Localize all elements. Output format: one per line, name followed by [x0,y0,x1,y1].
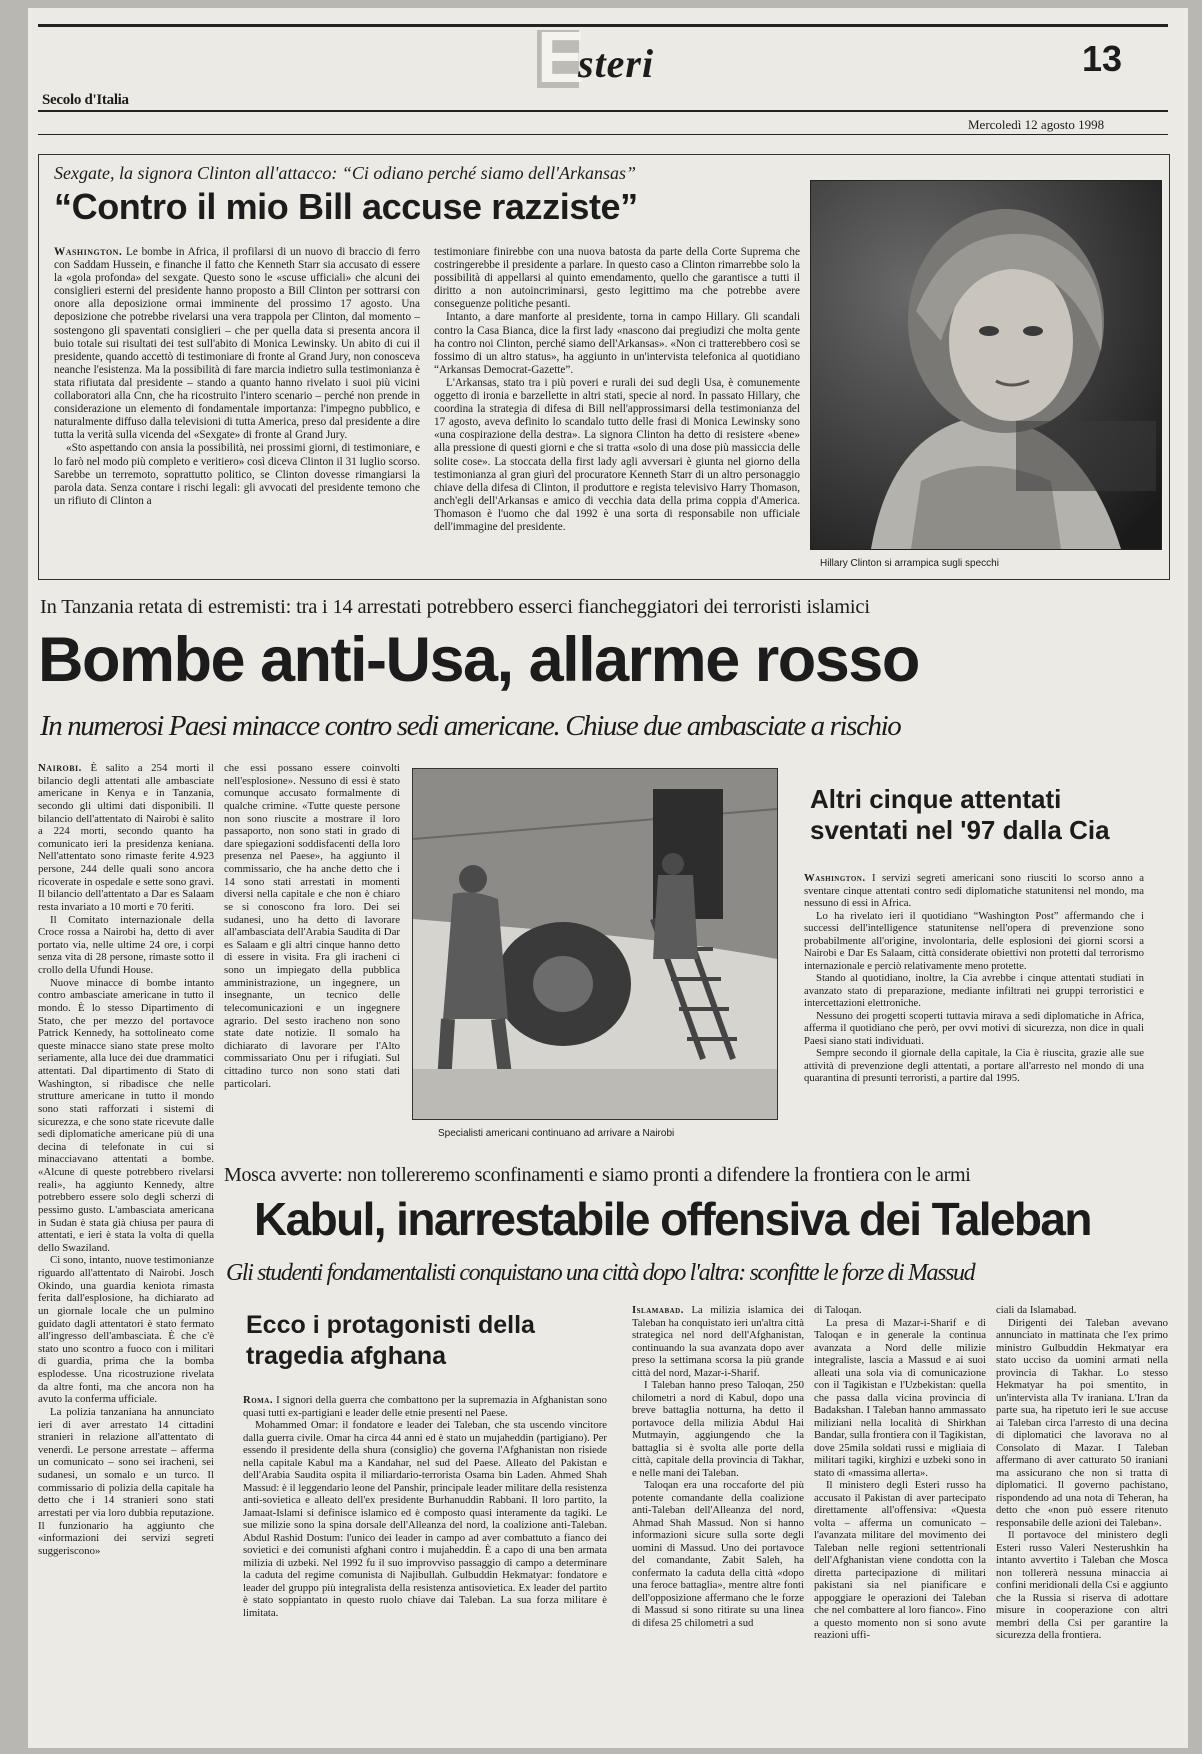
story4-col1: Islamabad. La milizia islamica dei Taleban ha conquistato ieri un'altra città strategica nel nord dell'Afghanistan, continuando la sua avanzata dopo aver preso la settimana scorsa la più grande città del nord, Mazar-i-Sharif. I Taleban hanno preso Taloqan, 250 chilometri a nord di Kabul, dopo una breve battaglia notturna, ha detto il portavoce della milizia Abdul Hai Mutmayin, aggiungendo che la battaglia si è svolta alle porte della città, capitale della provincia di Takhar, e nelle mani dei Taleban. Taloqan era una roccaforte del più potente comandante della coalizione anti-Taleban dell'Alleanza del nord, Ahmad Shah Massud. Non si hanno informazioni sicure sulla sorte degli uomini di Massud. Uno dei portavoce del comandante, Zabit Saleh, ha confermato la caduta della città «dopo una feroce battaglia», mentre altre fonti dell'opposizione affermano che le forze di Massud si sono ritirate su una linea di difesa 25 chilometri a sud [632,1304,804,1629]
nairobi-soldiers-photo-image [413,769,777,1119]
masthead-rule [38,110,1168,112]
nairobi-soldiers-photo [412,768,778,1120]
story5-body: Roma. I signori della guerra che combattono per la supremazia in Afghanistan sono quasi tutti ex-partigiani e leader delle etnie presenti nel Paese. Mohammed Omar: il fondatore e leader dei Taleban, che sta uscendo vincitore dalla guerra civile. Omar ha circa 44 anni ed è stato un mujaheddin (partigiano). Per essendo il presidente della shura (consiglio) che governa l'Afghanistan non risiede nella capitale Kabul ma a Kandahar, nel sud del Paese. Alleato del Pakistan e dell'Arabia Saudita ospita il miliardario-terrorista Osama bin Laden. Ahmed Shah Massud: è il leggendario leone del Panshir, principale leader militare della resistenza anti-sovietica e alleato dell'ex presidente Burhanuddin Rabbani. Il loro partito, la Jamaat-Islami si definisce islamico ed è composto quasi interamente da tagiki. Le sue milizie sono la spina dorsale dell'Alleanza del nord, la coalizione anti-Taleban. Abdul Rashid Dostum: l'unico dei leader in campo ad aver combattuto a fianco dei sovietici e dei comunisti afghani contro i mujaheddin. È a capo di una ben armata milizia di uzbeki. Nel 1992 fu il suo improvviso passaggio di campo a determinare la caduta del regime comunista di Najibullah. Gulbuddin Hekmatyar: fondatore e leader del gruppo più integralista della resistenza antisovietica. Ex leader del partito è stato soppiantato in questo ruolo chiave dai Taleban. La sua forza militare è limitata. [243,1394,607,1619]
story1-col1: Washington. Le bombe in Africa, il profilarsi di un nuovo di braccio di ferro con Saddam Hussein, e finanche il fatto che Kenneth Starr sia accusato di essere la «gola profonda» del sexgate. Questo sono le «scuse ufficiali» che alcuni dei consiglieri esterni del presidente hanno proposto a Bill Clinton per sottrarsi con onore alla deposizione ormai imminente del prossimo 17 agosto. Una deposizione che potrebbe rivelarsi una vera trappola per Clinton, dal momento – sostengono gli spaventati consiglieri – che per quella data si presenta ancora il buio totale sui risultati dei test sull'abito di Monica Lewinsky. Un abito di cui il presidente, quando accettò di testimoniare di fronte al Grand Jury, non conosceva neanche l'esistenza. Ma la possibilità di fare marcia indietro sulla testimonianza è stata rifiutata dal presidente – stando a quanto hanno rivelato i suoi più vicini collaboratori alla Cnn, che ha ricostruito l'intero scenario – perché non prende in considerazione un elemento di fondamentale importanza: l'impegno pubblico, e naturalmente diffuso dalla televisioni di tutta America, preso dal presidente a dire tutta la verità sulla vicenda del «Sexgate» di fronte al Grand Jury. «Sto aspettando con ansia la possibilità, nei prossimi giorni, di testimoniare, e lo farò nel modo più completo e veritiero» così diceva Clinton il 31 luglio scorso. Sarebbe un terremoto, soprattutto politico, se Clinton dovesse rimangiarsi la parola data. Senza contare i rischi legali: gli avvocati del presidente temono che un rifiuto di Clinton a [54,246,420,507]
story3-body: Washington. I servizi segreti americani sono riusciti lo scorso anno a sventare cinque attentati contro sedi diplomatiche statunitensi nel mondo, ma nessuno di essi in Africa. Lo ha rivelato ieri il quotidiano “Washington Post” affermando che i successi dell'intelligence statunitense nell'opera di prevenzione sono probabilmente all'origine, involontaria, delle esplosioni dei giorni scorsi a Nairobi e Dar Es Salaam, città considerate obiettivi non protetti dal terrorismo internazionale e perciò relativamente meno protette. Stando al quotidiano, inoltre, la Cia avrebbe i cinque attentati studiati in avanzato stato di preparazione, mediante infiltrati nei gruppi terroristici e intercettazioni elettroniche. Nessuno dei progetti scoperti tuttavia mirava a sedi diplomatiche in Africa, afferma il quotidiano che però, per ovvi motivi di sicurezza, non dice in quali Paesi siano stati individuati. Sempre secondo il giornale della capitale, la Cia è riuscita, grazie alle sue attività di prevenzione degli attentati, a portare all'arresto nel mondo di una quarantina di presunti terroristi, a partire dal 1995. [804,872,1144,1085]
newspaper-page [28,8,1188,1748]
masthead-rule-thin [38,134,1168,135]
story1-kicker: Sexgate, la signora Clinton all'attacco: “Ci odiano perché siamo dell'Arkansas” [54,163,636,183]
story2-col2: che essi possano essere coinvolti nell'esplosione». Nessuno di essi è stato comunque accusato formalmente di qualche crimine. «Tutte queste persone non sono riuscite a mostrare il loro passaporto, non sono stati in grado di dare spiegazioni soddisfacenti della loro presenza nel Paese», ha aggiunto il commissario, che ha anche detto che i 14 sono stati arrestati in momenti diversi nella capitale e che non è chiaro se si conoscono fra loro. Dei sei sudanesi, uno ha detto di lavorare all'ambasciata dell'Arabia Saudita di Dar es Salaam e gli altri cinque hanno detto di essere in visita. Fra gli iracheni ci sono un impiegato della pubblica amministrazione, un ingegnere, un insegnante, un tecnico delle telecomunicazioni e un ingegnere agrario. Del sesto iracheno non sono state date notizie. Il somalo ha dichiarato di lavorare per l'Alto commissariato Onu per i rifugiati. Sul cittadino turco non sono stati dati particolari. [224,762,400,1090]
story1-headline: “Contro il mio Bill accuse razziste” [54,186,638,227]
story2-headline: Bombe anti-Usa, allarme rosso [38,625,919,695]
story2-subhead: In numerosi Paesi minacce contro sedi americane. Chiuse due ambasciate a rischio [40,710,901,742]
story1-col2: testimoniare finirebbe con una nuova batosta da parte della Corte Suprema che costringerebbe il presidente a parlare. In questo caso a Clinton rimarrebbe solo la possibilità di appellarsi al quinto emendamento, quello che garantisce a tutti il diritto a non autoincriminarsi, gesto legittimo ma che potrebbe avere conseguenze politiche pesanti. Intanto, a dare manforte al presidente, torna in campo Hillary. Gli scandali contro la Casa Bianca, dice la first lady «nascono dai pregiudizi che molta gente ha contro noi Clinton, perché siamo dell'Arkansas». «Non ci tratterebbero così se fossimo di un altro status», ha aggiunto in un'intervista telefonica al quotidiano “Arkansas Democrat-Gazette”. L'Arkansas, stato tra i più poveri e rurali dei sud degli Usa, è comunemente oggetto di ironia e barzellette in altri stati, specie al nord. In passato Hillary, che coordina la strategia di difesa di Bill nell'approssimarsi della testimonianza del 17 agosto, aveva definito lo scandalo tutto delle frasi di Monica Lewinsky sono «una cospirazione della destra». La signora Clinton ha detto di resistere «bene» alla pressione di questi giorni e che si tratta «solo di una dose più massiccia delle solite cose». La stoccata della first lady agli avversari è giunta nel giorno della testimonianza al gran giurì del procuratore Kenneth Starr di un altro personaggio chiave della difesa di Clinton, il produttore e regista televisivo Harry Thomason, anch'egli dell'Arkansas e amico di vecchia data della prima coppia d'America. Thomason è l'uomo che dal 1992 è una sorta di responsabile non ufficiale dell'immagine del presidente. [434,246,800,533]
story2-kicker: In Tanzania retata di estremisti: tra i 14 arrestati potrebbero esserci fiancheggiatori dei terroristi islamici [40,596,870,618]
story1-col1-para: «Sto aspettando con ansia la possibilità, nei prossimi giorni, di testimoniare, e lo farò nel modo più completo e veritiero» così diceva Clinton il 31 luglio scorso. Sarebbe un terremoto, soprattutto politico, se Clinton dovesse rimangiarsi la parola data. Senza contare i rischi legali: gli avvocati del presidente temono che un rifiuto di Clinton a [54,442,420,507]
story4-col2: di Taloqan. La presa di Mazar-i-Sharif e di Taloqan e in generale la continua avanzata a Nord delle milizie integraliste, lascia a Massud e ai suoi alleati una sola via di comunicazione con il Tagikistan e l'Uzbekistan: quella che passa dalla vicina provincia di Badakshan. I Taleban hanno ammassato miliziani nella località di Shirkhan Bandar, sulla frontiera con il Tagikistan, dove 25mila soldati russi e migliaia di militari tagiki, kirghizi e uzbeki sono in stato di «massima allerta». Il ministero degli Esteri russo ha accusato il Pakistan di aver partecipato direttamente all'offensiva: «Questa volta – afferma un comunicato – l'avanzata militare del movimento dei Taleban nelle regioni settentrionali dell'Afghanistan viene condotta con la diretta partecipazione di militari pakistani sia nel pianificare e appoggiare le operazioni dei Taleban che nel combattere al loro fianco». Fino a questo momento non si sono avute reazioni uffi- [814,1304,986,1642]
page-number: 13 [1082,38,1123,79]
section-initial: E [537,18,586,98]
nairobi-photo-caption: Specialisti americani continuano ad arrivare a Nairobi [438,1128,675,1139]
story2-col1: Nairobi. È salito a 254 morti il bilancio degli attentati alle ambasciate americane in Kenya e in Tanzania, secondo gli ultimi dati disponibili. Il bilancio dell'attentato di Nairobi è salito a 224 morti, secondo quanto ha comunicato ieri la presidenza keniana. Nell'attentato sono rimaste ferite 4.923 persone, 244 delle quali sono ancora ricoverate in ospedale e sette sono gravi. Il bilancio dell'attentato a Dar es Salaam resta invariato a 10 morti e 70 feriti. Il Comitato internazionale della Croce rossa a Nairobi ha, detto di aver portato via, nelle ultime 24 ore, i corpi senza vita di 28 persone, rimaste sotto il crollo della Ufundi House. Nuove minacce di bombe intanto contro ambasciate americane in tutto il mondo. È lo stesso Dipartimento di Stato, che per mezzo del portavoce Patrick Kennedy, ha sottolineato come queste minacce siano state prese molto seriamente, alla luce dei due drammatici attentati. Dal dipartimento di Stato di Washington, si ribadisce che nelle strutture americane in tutto il mondo sono stati rafforzati i sistemi di sicurezza, e che sono state ricevute dalle sedi diplomatiche americane più di una decina di telefonate in cui si minacciavano attentati a bombe. «Alcune di queste potrebbero rivelarsi reali», ha aggiunto Kennedy, altre potrebbero essere solo degli scherzi di pessimo gusto. L'ambasciata americana in Sudan è stata già chiusa per paura di attentati, e ieri è stata la volta di quella dello Swaziland. Ci sono, intanto, nuove testimonianze riguardo all'attentato di Nairobi. Josch Okindo, una guardia keniota rimasta ferita dall'esplosione, ha dichiarato ad un giornale locale che un pulmino guidato dagli attentatori è stato fermato all'ingresso dell'ambasciata. È che c'è stato uno scontro a fuoco con i militari di guardia, prima che la bomba esplodesse. Una ricostruzione rivelata da altre fonti, ma che ancora non ha avuto la conferma ufficiale. La polizia tanzaniana ha annunciato ieri di aver arrestato 14 cittadini stranieri in relazione all'attentato di venerdì. Le persone arrestate – afferma un comunicato – sono sei iracheni, sei sudanesi, un somalo e un turco. Il commissario di polizia della capitale ha detto che i 14 stranieri sono stati arrestati per via loro dubbia reputazione. Il funzionario ha aggiunto che «informazioni dei servizi segreti suggeriscono» [38,762,214,1557]
story4-headline: Kabul, inarrestabile offensiva dei Taleban [254,1193,1091,1245]
story4-col3: ciali da Islamabad. Dirigenti dei Taleban avevano annunciato in mattinata che l'ex primo ministro Gulbuddin Hekmatyar era stato ucciso da uomini armati nella provincia di Takhar. Lo stesso Hekmatyar ha poi smentito, in un'intervista alla Tv iraniana. L'Iran da parte sua, ha ripetuto ieri le sue accuse ai Taleban circa l'arresto di una decina di diplomatici che lavorava no al Consolato di Mazar. I Taleban affermano di aver catturato 50 iraniani ma assicurano che non si tratta di diplomatici. Il governo pachistano, rispondendo ad una nota di Teheran, ha detto che «non può essere ritenuto responsabile delle azioni dei Taleban». Il portavoce del ministero degli Esteri russo Valeri Nesterushkin ha intanto avvertito i Taleban che Mosca non tollererà nessuna minaccia ai confini meridionali della Csi e aggiunto che la Russia si riserva di adottare misure in cooperazione con altri membri della Csi per garantire la sicurezza della frontiera. [996,1304,1168,1642]
hillary-clinton-photo-image [811,181,1161,549]
hillary-photo-caption: Hillary Clinton si arrampica sugli specchi [820,558,999,569]
story4-dateline: Islamabad. [632,1304,684,1316]
story5-headline: Ecco i protagonisti della tragedia afghana [246,1311,535,1371]
story4-kicker: Mosca avverte: non tollereremo sconfinamenti e siamo pronti a difendere la frontiera con le armi [224,1164,971,1186]
story3-dateline: Washington. [804,872,866,884]
masthead-top-rule [38,24,1168,27]
story5-dateline: Roma. [243,1394,273,1406]
issue-date: Mercoledì 12 agosto 1998 [968,117,1105,132]
story4-subhead: Gli studenti fondamentalisti conquistano una città dopo l'altra: sconfitte le forze di Massud [226,1260,975,1286]
hillary-clinton-photo [810,180,1162,550]
paper-name: Secolo d'Italia [42,92,129,108]
section-title: steri [578,41,655,86]
story3-headline: Altri cinque attentati sventati nel '97 dalla Cia [810,784,1110,846]
story2-dateline: Nairobi. [38,762,82,774]
story1-dateline: Washington. [54,246,123,258]
